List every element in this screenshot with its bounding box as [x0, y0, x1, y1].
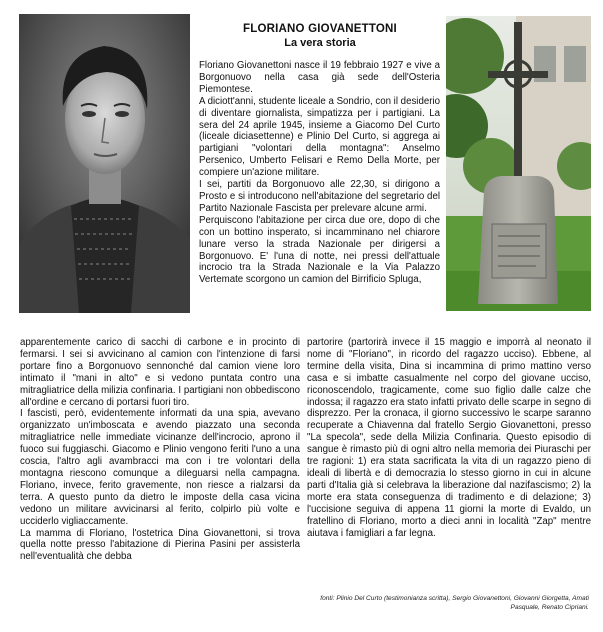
memorial-cross-photo [446, 16, 591, 311]
paragraph: La mamma di Floriano, l'ostetrica Dina Giovanettoni, si trova quella notte presso l'abitazione di Pierina Pasini per assisterla nell'eventualità che debba [20, 527, 300, 563]
sources-credit: fonti: Plinio Del Curto (testimonianza scritta), Sergio Giovanettoni, Giovanni Giorgetta, Amati Pasquale, Renato Cipriani. [320, 595, 589, 611]
portrait-illustration [19, 14, 190, 313]
paragraph: Perquiscono l'abitazione per circa due ore, dopo di che con un bottino insperato, si incamminano nel chiarore lunare verso la strada Nazionale per dirigersi a Borgonuovo. E' l'una di notte, nei pressi dell'attuale incrocio tra la Strada Nazionale e la Via Palazzo Vertemate scorgono un camion del Birrificio Spluga, [199, 214, 440, 286]
paragraph: A diciott'anni, studente liceale a Sondrio, con il desiderio di diventare giornalista, simpatizza per i partigiani. La sera del 24 aprile 1945, insieme a Giacomo Del Curto (liceale diciasettenne) e Plinio Del Curto, si aggrega ai partigiani "volontari della montagna": Anselmo Persenico, Umberto Felisari e Remo Della Morte, per compiere un'azione militare. [199, 95, 440, 179]
page-title: FLORIANO GIOVANETTONI [243, 23, 397, 35]
paragraph: partorire (partorirà invece il 15 maggio e imporrà al neonato il nome di "Floriano", in ricordo del ragazzo ucciso). Ebbene, al termine della visita, Dina si incammina di primo mattino verso casa e si imbatte casualmente nel corpo del giovane ucciso, riconoscendolo, tragicamente, come suo figlio dalle calze che indossa; il ragazzo era stato infatti privato delle scarpe in segno di disprezzo. Per la cronaca, il giorno successivo le scarpe saranno recuperate a Chiavenna dal fratello Sergio Giovanettoni, presso "La specola", sede della Milizia Confinaria. Questo episodio di sangue è rimasto più di ogni altro nella memoria dei Piuraschi per tre ragioni: 1) era stata sacrificata la vita di un ragazzo pieno di ideali di libertà e di democrazia lo stesso giorno in cui in alcune parti d'Italia già si celebrava la liberazione dal nazifascismo; 2) la morte era stata conseguenza di tradimento e di delazione; 3) l'uccisione seguiva di appena 11 giorni la morte di Evaldo, un fratellino di Floriano, morto a dieci anni in località "Zap" mentre aiutava i famigliari a far legna. [307, 337, 591, 539]
paragraph: I sei, partiti da Borgonuovo alle 22,30, si dirigono a Prosto e si introducono nell'abitazione del segretario del Partito Nazionale Fascista per prelevare alcune armi. [199, 179, 440, 214]
portrait-photo [19, 14, 190, 313]
article-column-top [199, 60, 440, 286]
memorial-illustration [446, 16, 591, 311]
paragraph: Floriano Giovanettoni nasce il 19 febbraio 1927 e vive a Borgonuovo nella casa già sede dell'Osteria Piemontese. [199, 60, 440, 95]
article-column-right [307, 337, 591, 539]
title-block [200, 22, 440, 50]
paragraph: I fascisti, però, evidentemente informati da una spia, avevano organizzato un'imboscata e avendo piazzato una seconda mitragliatrice nelle immediate vicinanze dell'incrocio, aprono il fuoco sui fuggiaschi. Giacomo e Plinio vengono feriti l'uno a una coscia, l'altro agli avambracci ma con i tre volontari della montagna riescono comunque a dileguarsi nella campagna. Floriano, invece, ferito gravemente, non riesce a rialzarsi da terra. A questo punto da dietro le imposte della casa vicina vedono un militare avvicinarsi al ferito, colpirlo più volte e ucciderlo vigliaccamente. [20, 408, 300, 527]
paragraph: apparentemente carico di sacchi di carbone e in procinto di fermarsi. I sei si avvicinano al camion con l'intenzione di farsi portare fino a Borgonuovo sennonché dal camion viene loro intimato il "mani in alto" e si vedono puntata contro una mitragliatrice della milizia confinaria. I partigiani non obbediscono all'ordine e cercano di portarsi fuori tiro. [20, 337, 300, 408]
article-column-left [20, 337, 300, 563]
page-subtitle: La vera storia [284, 37, 356, 49]
